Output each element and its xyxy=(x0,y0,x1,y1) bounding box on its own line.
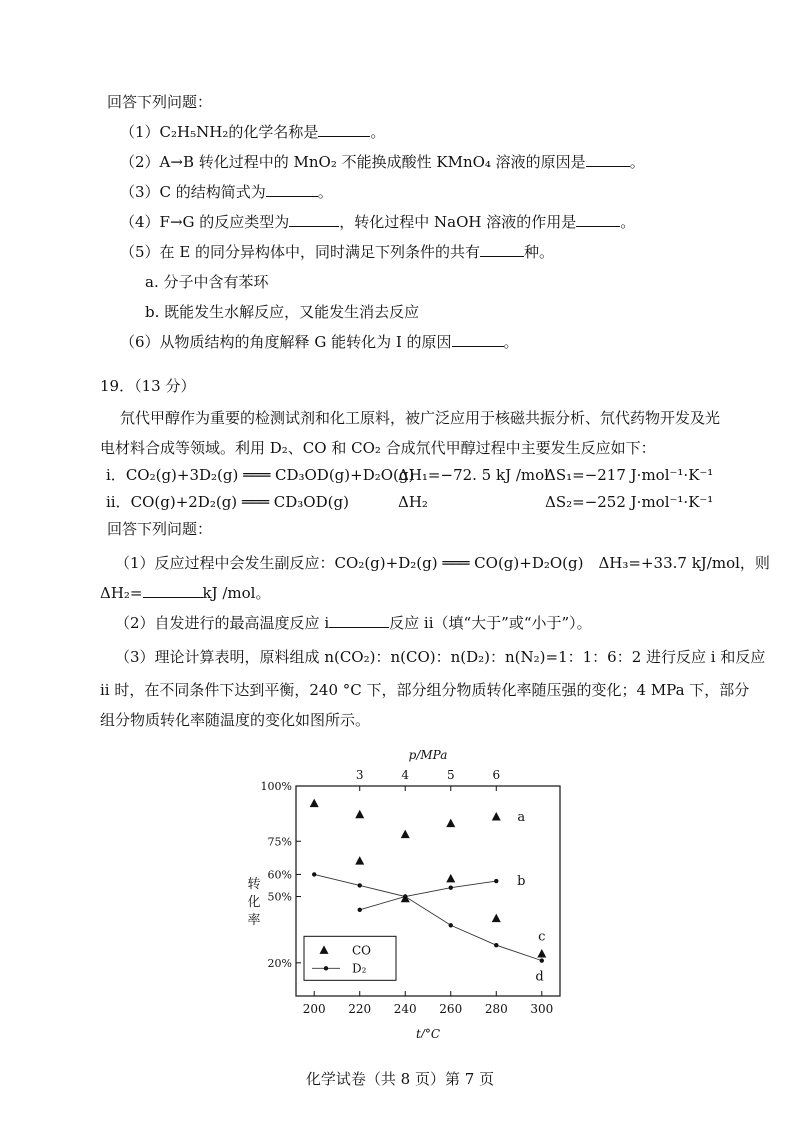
reaction-ii-ds: ΔS₂=−252 J·mol⁻¹·K⁻¹ xyxy=(545,493,714,511)
answer-blank[interactable] xyxy=(143,583,203,598)
answer-blank[interactable] xyxy=(329,613,389,628)
data-point-d xyxy=(312,872,316,876)
curve-label-a: a xyxy=(517,809,526,825)
reaction-i-ds: ΔS₁=−217 J·mol⁻¹·K⁻¹ xyxy=(545,466,714,484)
y-tick-label: 60% xyxy=(267,868,292,882)
data-point-d xyxy=(358,883,362,887)
data-point-a xyxy=(446,819,455,828)
data-point-d xyxy=(494,943,498,947)
q18-item-6: （6）从物质结构的角度解释 G 能转化为 I 的原因 。 xyxy=(120,333,519,351)
x-tick-label: 280 xyxy=(484,1002,508,1016)
answer-blank[interactable] xyxy=(318,122,370,137)
legend-marker-d2 xyxy=(324,966,328,970)
q19-para-2: 电材料合成等领域。利用 D₂、CO 和 CO₂ 合成氘代甲醇过程中主要发生反应如下： xyxy=(100,439,656,457)
curve-label-c: c xyxy=(538,929,546,945)
x-tick-label: 200 xyxy=(302,1002,326,1016)
x-axis-label: t/°C xyxy=(415,1027,441,1038)
q18-item-1: （1）C₂H₅NH₂的化学名称是 。 xyxy=(120,123,386,141)
data-point-a xyxy=(492,812,501,821)
answer-blank[interactable] xyxy=(452,332,504,347)
data-point-c xyxy=(494,879,498,883)
y-tick-label: 20% xyxy=(267,956,292,970)
top-tick-label: 3 xyxy=(355,768,364,782)
y-tick-label: 100% xyxy=(260,780,292,793)
q18-item-3: （3）C 的结构简式为 。 xyxy=(120,183,333,201)
answer-blank[interactable] xyxy=(266,182,318,197)
data-point-a xyxy=(310,799,319,808)
x-tick-label: 220 xyxy=(348,1002,372,1016)
conversion-chart xyxy=(240,738,580,1038)
page-footer: 化学试卷（共 8 页）第 7 页 xyxy=(305,1070,495,1088)
data-point-a xyxy=(401,830,410,839)
top-tick-label: 6 xyxy=(492,768,501,782)
x-tick-label: 240 xyxy=(393,1002,417,1016)
q19-intro: 回答下列问题： xyxy=(107,520,213,538)
answer-blank[interactable] xyxy=(480,242,524,257)
y-tick-label: 50% xyxy=(267,890,292,904)
x-tick-label: 260 xyxy=(439,1002,463,1016)
top-tick-label: 4 xyxy=(401,768,410,782)
reaction-i-dh: ΔH₁=−72. 5 kJ /mol xyxy=(398,466,549,484)
y-axis-label-char: 转 xyxy=(247,877,261,892)
legend-label-co: CO xyxy=(352,943,372,958)
data-point-c xyxy=(449,885,453,889)
q18-intro: 回答下列问题： xyxy=(107,93,213,111)
x-tick-label: 300 xyxy=(530,1002,554,1016)
q19-para-1: 氘代甲醇作为重要的检测试剂和化工原料，被广泛应用于核磁共振分析、氘代药物开发及光 xyxy=(120,409,721,427)
data-point-a xyxy=(355,810,364,819)
data-point-b xyxy=(446,874,455,883)
answer-blank[interactable] xyxy=(586,152,630,167)
curve-label-d: d xyxy=(535,969,544,985)
y-axis-label-char: 化 xyxy=(247,895,261,910)
data-point-b xyxy=(355,856,364,865)
reaction-ii-dh: ΔH₂ xyxy=(398,493,428,511)
series-line-c xyxy=(360,881,497,910)
data-point-d xyxy=(540,958,544,962)
top-tick-label: 5 xyxy=(446,768,455,782)
data-point-d xyxy=(403,894,407,898)
legend-box xyxy=(304,936,396,980)
q18-item-2: （2）A→B 转化过程中的 MnO₂ 不能换成酸性 KMnO₄ 溶液的原因是 。 xyxy=(120,153,645,171)
q19-part3-line1: （3）理论计算表明，原料组成 n(CO₂)：n(CO)：n(D₂)：n(N₂)=1：1：6：2 进行反应 i 和反应 xyxy=(115,648,766,666)
legend-label-d2: D₂ xyxy=(352,961,367,976)
reaction-ii: ii．CO(g)+2D₂(g) ═══ CD₃OD(g) xyxy=(106,493,349,511)
data-point-b xyxy=(492,914,501,923)
reaction-i: i．CO₂(g)+3D₂(g) ═══ CD₃OD(g)+D₂O(g) xyxy=(106,466,415,484)
condition-b: b. 既能发生水解反应，又能发生消去反应 xyxy=(145,303,420,321)
data-point-d xyxy=(449,923,453,927)
answer-blank[interactable] xyxy=(576,212,620,227)
q19-part1-line2: ΔH₂= kJ /mol。 xyxy=(100,584,271,602)
data-point-b xyxy=(537,949,546,958)
q18-item-5: （5）在 E 的同分异构体中，同时满足下列条件的共有 种。 xyxy=(120,243,555,261)
q18-item-4: （4）F→G 的反应类型为 ，转化过程中 NaOH 溶液的作用是 。 xyxy=(120,213,636,231)
q19-part3-line2: ii 时，在不同条件下达到平衡，240 °C 下，部分组分物质转化率随压强的变化；4 MPa 下，部分 xyxy=(100,681,750,699)
answer-blank[interactable] xyxy=(289,212,339,227)
q19-part3-line3: 组分物质转化率随温度的变化如图所示。 xyxy=(100,711,371,729)
y-axis-label-char: 率 xyxy=(247,913,261,928)
data-point-c xyxy=(358,908,362,912)
q19-part1-line1: （1）反应过程中会发生副反应：CO₂(g)+D₂(g) ═══ CO(g)+D₂O(g) ΔH₃=+33.7 kJ/mol，则 xyxy=(115,554,770,572)
curve-label-b: b xyxy=(517,874,526,890)
q19-header: 19．（13 分） xyxy=(100,377,196,395)
top-axis-label: p/MPa xyxy=(408,748,448,762)
y-tick-label: 75% xyxy=(267,835,292,849)
q19-part2: （2）自发进行的最高温度反应 i 反应 ii（填“大于”或“小于”）。 xyxy=(115,614,592,632)
condition-a: a. 分子中含有苯环 xyxy=(145,273,269,291)
